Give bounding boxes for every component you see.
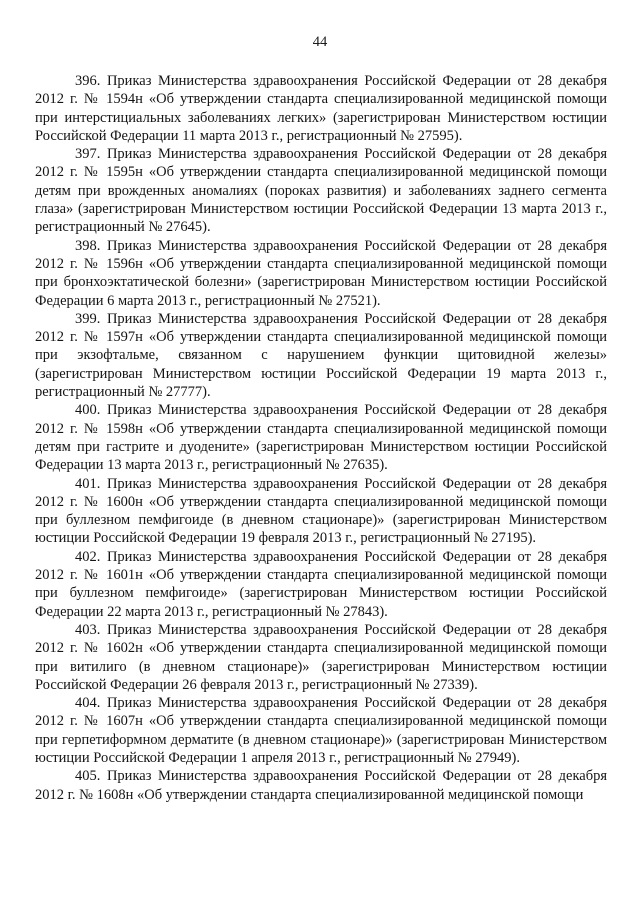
list-item-400: 400. Приказ Министерства здравоохранения Российской Федерации от 28 декабря 2012 г. № 1598н «Об утверждении стандарта специализированной медицинской помощи детям при гастрите и дуодените» (зарегистрирован Министерством юстиции Российской Федерации 13 марта 2013 г., регистрационный № 27635). [35,402,607,474]
list-item-398: 398. Приказ Министерства здравоохранения Российской Федерации от 28 декабря 2012 г. № 1596н «Об утверждении стандарта специализированной медицинской помощи при бронхоэктатической болезни» (зарегистрирован Министерством юстиции Российской Федерации 6 марта 2013 г., регистрационный № 27521). [35,237,607,309]
list-item-397: 397. Приказ Министерства здравоохранения Российской Федерации от 28 декабря 2012 г. № 1595н «Об утверждении стандарта специализированной медицинской помощи детям при врожденных аномалиях (пороках развития) и заболеваниях заднего сегмента глаза» (зарегистрирован Министерством юстиции Российской Федерации 13 марта 2013 г., регистрационный № 27645). [35,146,607,236]
document-body [35,72,607,804]
list-item-402: 402. Приказ Министерства здравоохранения Российской Федерации от 28 декабря 2012 г. № 1601н «Об утверждении стандарта специализированной медицинской помощи при буллезном пемфигоиде» (зарегистрирован Министерством юстиции Российской Федерации 22 марта 2013 г., регистрационный № 27843). [35,548,607,620]
list-item-396: 396. Приказ Министерства здравоохранения Российской Федерации от 28 декабря 2012 г. № 1594н «Об утверждении стандарта специализированной медицинской помощи при интерстициальных заболеваниях легких» (зарегистрирован Министерством юстиции Российской Федерации 11 марта 2013 г., регистрационный № 27595). [35,73,607,144]
page-number: 44 [312,34,328,50]
list-item-403: 403. Приказ Министерства здравоохранения Российской Федерации от 28 декабря 2012 г. № 1602н «Об утверждении стандарта специализированной медицинской помощи при витилиго (в дневном стационаре)» (зарегистрирован Министерством юстиции Российской Федерации 26 февраля 2013 г., регистрационный № 27339). [35,621,607,693]
list-item-405: 405. Приказ Министерства здравоохранения Российской Федерации от 28 декабря 2012 г. № 1608н «Об утверждении стандарта специализированной медицинской помощи [35,768,607,803]
list-item-399: 399. Приказ Министерства здравоохранения Российской Федерации от 28 декабря 2012 г. № 1597н «Об утверждении стандарта специализированной медицинской помощи при экзофтальме, связанном с нарушением функции щитовидной железы» (зарегистрирован Министерством юстиции Российской Федерации 19 марта 2013 г., регистрационный № 27777). [35,310,607,401]
list-item-404: 404. Приказ Министерства здравоохранения Российской Федерации от 28 декабря 2012 г. № 1607н «Об утверждении стандарта специализированной медицинской помощи при герпетиформном дерматите (в дневном стационаре)» (зарегистрирован Министерством юстиции Российской Федерации 1 апреля 2013 г., регистрационный № 27949). [35,695,607,766]
list-item-401: 401. Приказ Министерства здравоохранения Российской Федерации от 28 декабря 2012 г. № 1600н «Об утверждении стандарта специализированной медицинской помощи при буллезном пемфигоиде (в дневном стационаре)» (зарегистрирован Министерством юстиции Российской Федерации 19 февраля 2013 г., регистрационный № 27195). [35,475,607,547]
